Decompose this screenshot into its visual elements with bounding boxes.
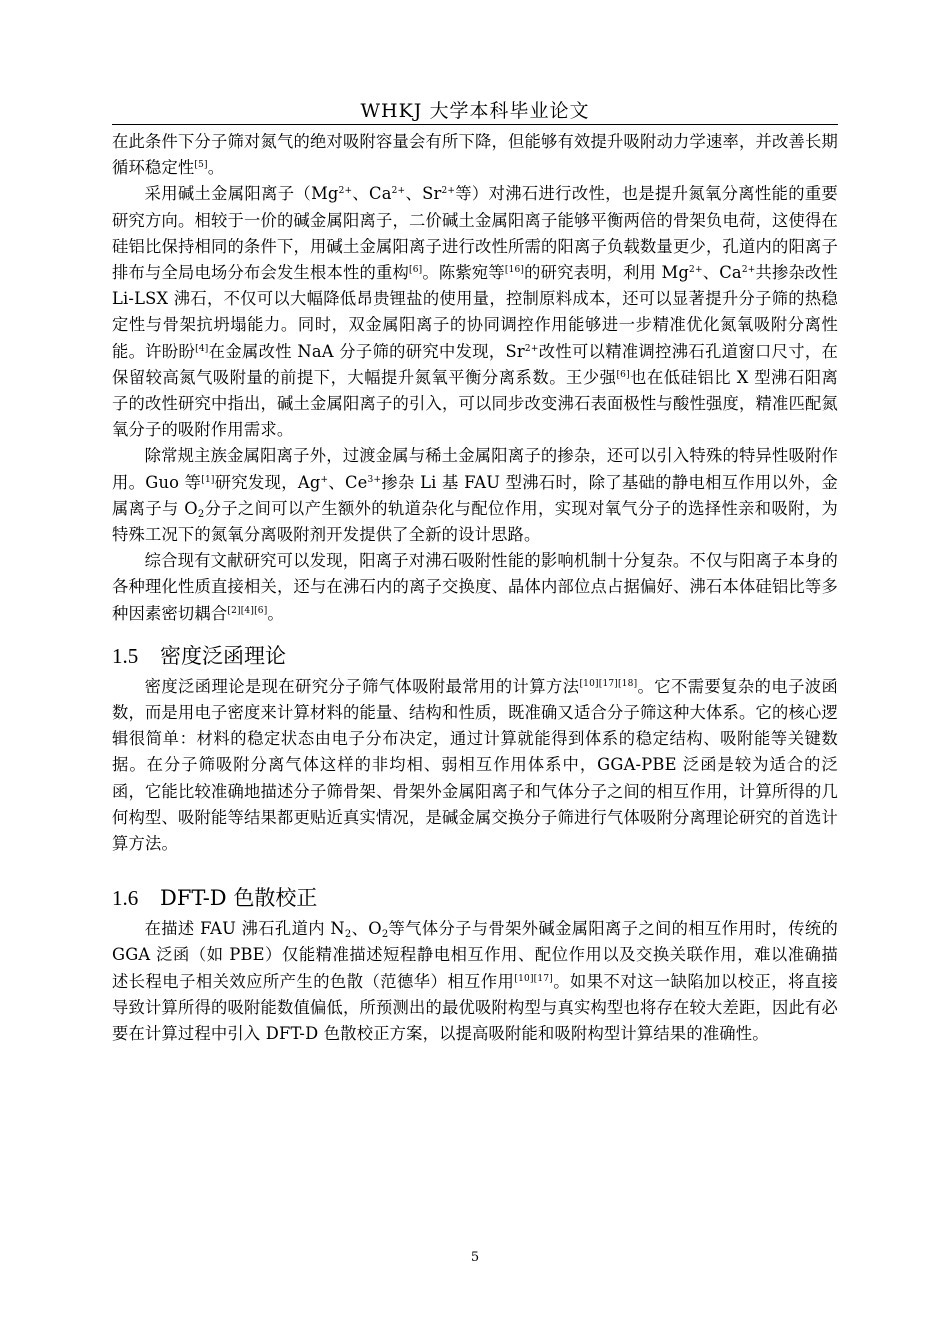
page-body xyxy=(112,129,838,1047)
paragraph-dft: 密度泛函理论是现在研究分子筛气体吸附最常用的计算方法[10][17][18]。它不需要复杂的电子波函数，而是用电子密度来计算材料的能量、结构和性质，既准确又适合分子筛这种大体系。它的核心逻辑很简单：材料的稳定状态由电子分布决定，通过计算就能得到体系的稳定结构、吸附能等关键数据。在分子筛吸附分离气体这样的非均相、弱相互作用体系中，GGA-PBE 泛函是较为适合的泛函，它能比较准确地描述分子筛骨架、骨架外金属阳离子和气体分子之间的相互作用，计算所得的几何构型、吸附能等结果都更贴近真实情况，是碱金属交换分子筛进行气体吸附分离理论研究的首选计算方法。 xyxy=(112,676,839,854)
section-heading-1-6: 1.6 DFT-D 色散校正 xyxy=(112,886,318,911)
citation: [6] xyxy=(616,369,630,380)
paragraph-dft-d: 在描述 FAU 沸石孔道内 $N_2$、$O_2$等气体分子与骨架外碱金属阳离子之间的相互作用时，传统的 GGA 泛函（如 PBE）仅能精准描述短程静电相互作用、配位作用以及交换关联作用，难以准确描述长程电子相关效应所产生的色散（范德华）相互作用[10][17]。如果不对这一缺陷加以校正，将直接导致计算所得的吸附能数值偏低，所预测出的最优吸附构型与真实构型也将存在较大差距，因此有必要在计算过程中引入 DFT-D 色散校正方案，以提高吸附能和吸附构型计算结果的准确性。 xyxy=(112,919,839,1044)
section-heading-1-5: 1.5 密度泛函理论 xyxy=(112,643,286,668)
page-header: WHKJ 大学本科毕业论文 xyxy=(360,100,590,122)
citation: [4] xyxy=(195,343,209,354)
citation: [2][4][6] xyxy=(227,605,268,616)
page-number: 5 xyxy=(470,1250,480,1265)
paragraph-transition-metal: 除常规主族金属阳离子外，过渡金属与稀土金属阳离子的掺杂，还可以引入特殊的特异性吸附作用。Guo 等[1]研究发现，Ag+、$Ce^{3+}$掺杂 Li 基 FAU 型沸石时，除了基础的静电相互作用以外，金属离子与 $O_2$分子之间可以产生额外的轨道杂化与配位作用，实现对氧气分子的选择性亲和吸附，为特殊工况下的氮氧分离吸附剂开发提供了全新的设计思路。 xyxy=(112,446,838,545)
paragraph-summary: 综合现有文献研究可以发现，阳离子对沸石吸附性能的影响机制十分复杂。不仅与阳离子本身的各种理化性质直接相关，还与在沸石内的离子交换度、晶体内部位点占据偏好、沸石本体硅铝比等多种因素密切耦合[2][4][6]。 xyxy=(112,551,838,623)
citation: [10][17][18] xyxy=(579,678,638,689)
citation: [16] xyxy=(504,265,525,276)
citation: [5] xyxy=(194,160,208,171)
paragraph-cont: 在此条件下分子筛对氮气的绝对吸附容量会有所下降，但能够有效提升吸附动力学速率，并改善长期循环稳定性[5]。 xyxy=(112,132,838,178)
citation: [10][17] xyxy=(514,973,553,984)
citation: [6] xyxy=(408,265,423,276)
paragraph-alkaline-earth: 采用碱土金属阳离子（$Mg^{2+}$、$Ca^{2+}$、$Sr^{2+}$等）对沸石进行改性，也是提升氮氧分离性能的重要研究方向。相较于一价的碱金属阳离子，二价碱土金属阳离子能够平衡两倍的骨架负电荷，这使得在硅铝比保持相同的条件下，用碱土金属阳离子进行改性所需的阳离子负载数量更少，孔道内的阳离子排布与全局电场分布会发生根本性的重构[6]。陈紫宛等[16]的研究表明，利用 $Mg^{2+}$、$Ca^{2+}$共掺杂改性 Li-LSX 沸石，不仅可以大幅降低昂贵锂盐的使用量，控制原料成本，还可以显著提升分子筛的热稳定性与骨架抗坍塌能力。同时，双金属阳离子的协同调控作用能够进一步精准优化氮氧吸附分离性能。许盼盼[4]在金属改性 NaA 分子筛的研究中发现，$Sr^{2+}$改性可以精准调控沸石孔道窗口尺寸，在保留较高氮气吸附量的前提下，大幅提升氮氧平衡分离系数。王少强[6]也在低硅铝比 X 型沸石阳离子的改性研究中指出，碱土金属阳离子的引入，可以同步改变沸石表面极性与酸性强度，精准匹配氮氧分子的吸附作用需求。 xyxy=(112,184,839,440)
header-rule xyxy=(112,124,838,125)
citation: [1] xyxy=(201,474,215,485)
